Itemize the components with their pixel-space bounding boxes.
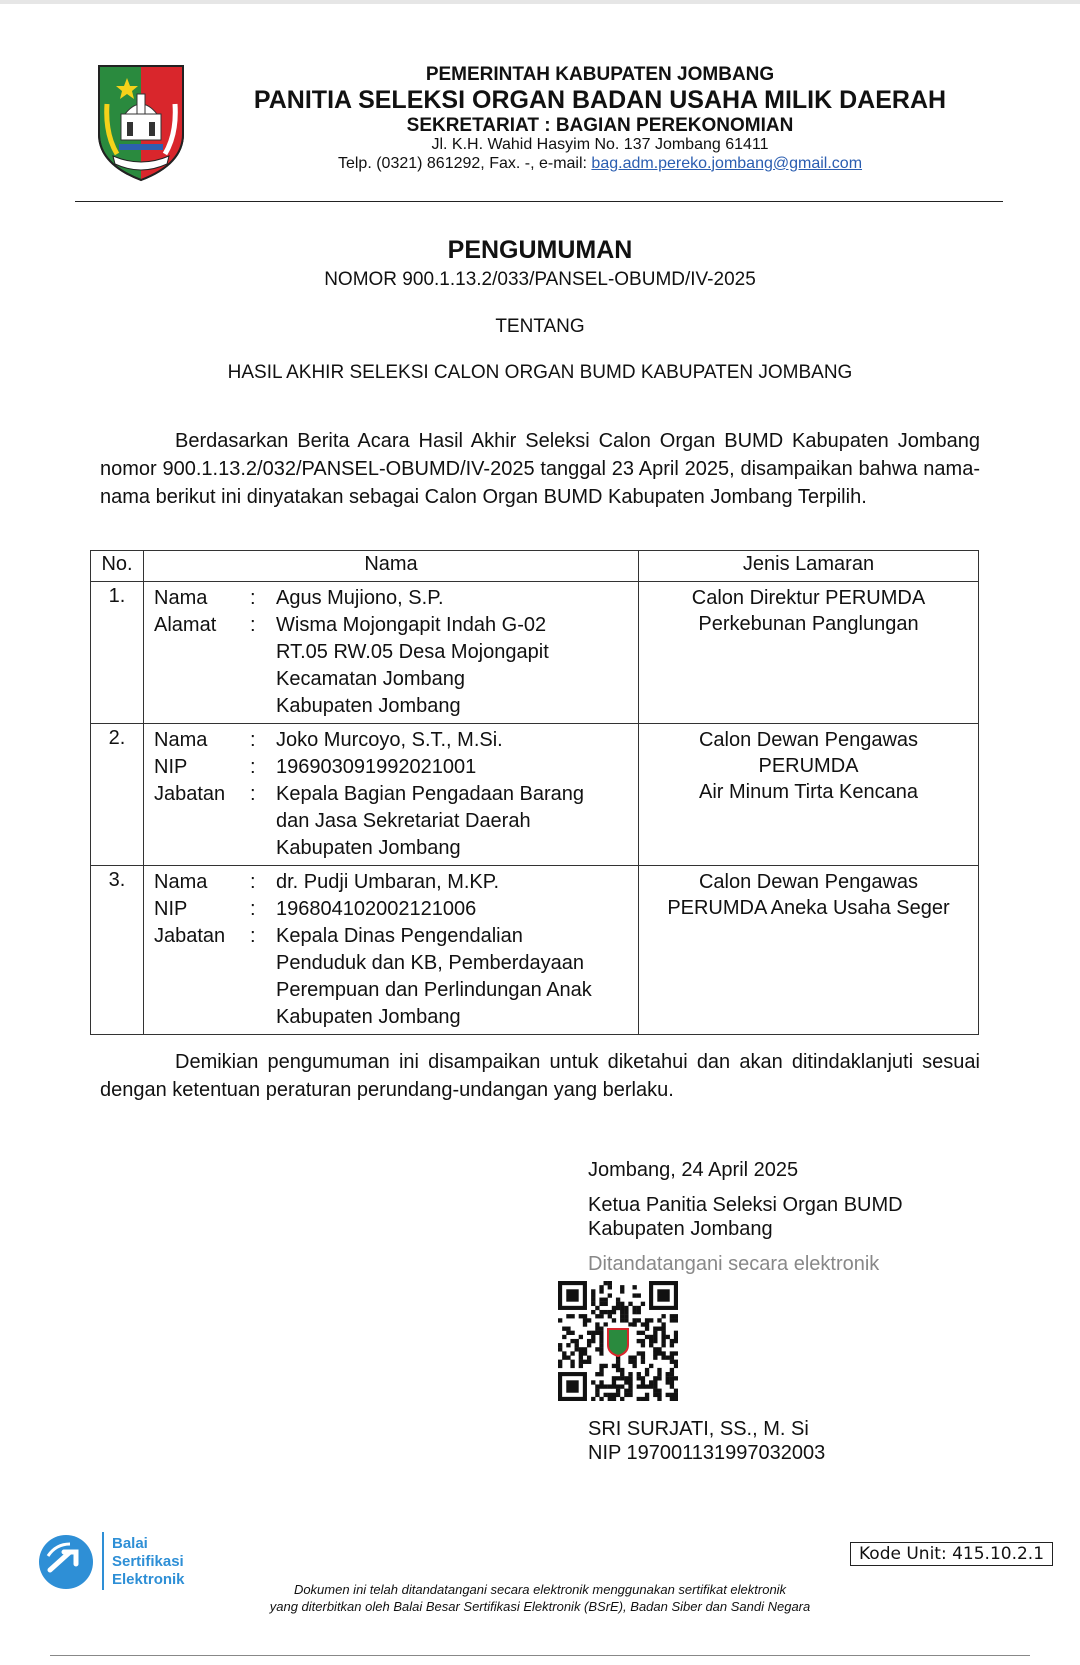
- detail-separator: :: [250, 587, 256, 609]
- detail-separator: [250, 835, 276, 862]
- detail-separator: :: [250, 783, 256, 805]
- document-title: PENGUMUMAN: [447, 236, 633, 264]
- detail-separator: :: [250, 729, 256, 751]
- row-number: 3.: [91, 866, 144, 1035]
- table-row: [91, 866, 979, 1035]
- detail-value: 196804102002121006: [276, 898, 477, 920]
- table-body: [91, 582, 979, 1035]
- footer-note-line2: yang diterbitkan oleh Balai Besar Sertifikasi Elektronik (BSrE), Badan Siber dan Sandi Negara: [269, 1599, 811, 1614]
- row-details: [144, 582, 639, 724]
- row-number: 1.: [91, 582, 144, 724]
- jombang-regency-emblem-icon: [97, 64, 185, 182]
- letterhead-address: Jl. K.H. Wahid Hasyim No. 137 Jombang 61411: [431, 136, 769, 154]
- detail-value: dan Jasa Sekretariat Daerah: [276, 810, 531, 832]
- detail-separator: [250, 977, 276, 1004]
- bsre-line1: Balai: [112, 1535, 148, 1552]
- closing-paragraph: Demikian pengumuman ini disampaikan untuk diketahui dan akan ditindaklanjuti sesuai dengan ketentuan peraturan perundang-undangan yang berlaku.: [100, 1051, 980, 1101]
- row-details: [144, 724, 639, 866]
- letterhead: [200, 64, 1000, 173]
- detail-separator: [250, 666, 276, 693]
- signature-qr-code-icon: [558, 1281, 678, 1401]
- detail-line: [154, 977, 634, 1004]
- application-type-line: PERUMDA Aneka Usaha Seger: [667, 897, 950, 919]
- detail-label: Jabatan: [154, 783, 226, 805]
- esign-note: Ditandatangani secara elektronik: [588, 1253, 880, 1275]
- detail-line: [154, 639, 634, 666]
- detail-label: [154, 808, 250, 835]
- detail-label: [154, 666, 250, 693]
- detail-line: [154, 585, 634, 612]
- detail-line: [154, 896, 634, 923]
- detail-label: NIP: [154, 756, 188, 778]
- detail-line: [154, 666, 634, 693]
- signature-place-date: Jombang, 24 April 2025: [588, 1159, 799, 1181]
- detail-value: Kabupaten Jombang: [276, 695, 461, 717]
- detail-separator: :: [250, 756, 256, 778]
- application-type-line: Calon Dewan Pengawas: [698, 871, 919, 893]
- detail-line: [154, 612, 634, 639]
- detail-label: [154, 1004, 250, 1031]
- row-application-type: [639, 866, 979, 1035]
- kode-unit-box: Kode Unit: 415.10.2.1: [850, 1542, 1053, 1566]
- signature-position-line2: Kabupaten Jombang: [588, 1218, 773, 1240]
- application-type-line: Perkebunan Panglungan: [698, 613, 919, 635]
- detail-label: Alamat: [154, 614, 217, 636]
- detail-label: Jabatan: [154, 925, 226, 947]
- row-application-type: [639, 724, 979, 866]
- candidates-table: [90, 550, 979, 1035]
- detail-label: Nama: [154, 729, 208, 751]
- detail-line: [154, 808, 634, 835]
- details-list: [154, 869, 634, 1031]
- detail-separator: [250, 950, 276, 977]
- details-list: [154, 727, 634, 862]
- signer-block: [588, 1417, 825, 1465]
- detail-value: Wisma Mojongapit Indah G-02: [276, 614, 547, 636]
- detail-line: [154, 727, 634, 754]
- letterhead-committee: PANITIA SELEKSI ORGAN BADAN USAHA MILIK DAERAH: [253, 85, 947, 114]
- row-number: 2.: [91, 724, 144, 866]
- document-subject: HASIL AKHIR SELEKSI CALON ORGAN BUMD KABUPATEN JOMBANG: [227, 362, 853, 383]
- detail-label: Nama: [154, 587, 208, 609]
- detail-separator: :: [250, 614, 256, 636]
- application-type-line: Calon Dewan Pengawas: [698, 729, 919, 751]
- detail-separator: [250, 639, 276, 666]
- detail-line: [154, 835, 634, 862]
- detail-line: [154, 693, 634, 720]
- signature-position: [588, 1193, 903, 1241]
- bsre-line3: Elektronik: [112, 1571, 185, 1588]
- application-type-line: Air Minum Tirta Kencana: [699, 781, 918, 803]
- detail-value: dr. Pudji Umbaran, M.KP.: [276, 871, 500, 893]
- detail-value: RT.05 RW.05 Desa Mojongapit: [276, 641, 549, 663]
- detail-label: [154, 693, 250, 720]
- detail-line: [154, 754, 634, 781]
- contact-phone-fax: Telp. (0321) 861292, Fax. -, e-mail:: [337, 154, 592, 172]
- signer-name: SRI SURJATI, SS., M. Si: [588, 1418, 809, 1440]
- row-details: [144, 866, 639, 1035]
- letterhead-contact: [200, 155, 1000, 173]
- table-row: [91, 582, 979, 724]
- detail-separator: :: [250, 925, 256, 947]
- detail-separator: :: [250, 871, 256, 893]
- detail-value: Perempuan dan Perlindungan Anak: [276, 979, 592, 1001]
- detail-value: Kabupaten Jombang: [276, 1006, 461, 1028]
- signature-position-line1: Ketua Panitia Seleksi Organ BUMD: [588, 1194, 903, 1216]
- application-type-line: Calon Direktur PERUMDA: [691, 587, 926, 609]
- page-bottom-rule: [50, 1655, 1030, 1656]
- signer-nip: NIP 197001131997032003: [588, 1442, 826, 1464]
- detail-separator: :: [250, 898, 256, 920]
- document-about: TENTANG: [495, 316, 585, 337]
- letterhead-divider: [75, 201, 1003, 202]
- footer-note-line1: Dokumen ini telah ditandatangani secara elektronik menggunakan sertifikat elektronik: [293, 1582, 787, 1597]
- detail-value: Agus Mujiono, S.P.: [276, 587, 444, 609]
- detail-label: [154, 835, 250, 862]
- detail-label: [154, 977, 250, 1004]
- detail-line: [154, 950, 634, 977]
- detail-label: Nama: [154, 871, 208, 893]
- footer-note: [0, 1581, 1080, 1615]
- detail-label: NIP: [154, 898, 188, 920]
- detail-line: [154, 869, 634, 896]
- bsre-line2: Sertifikasi: [112, 1553, 184, 1570]
- header-nama: Nama: [144, 551, 639, 582]
- detail-separator: [250, 1004, 276, 1031]
- intro-paragraph: Berdasarkan Berita Acara Hasil Akhir Seleksi Calon Organ BUMD Kabupaten Jombang nomor 900.1.13.2/032/PANSEL-OBUMD/IV-2025 tanggal 23 April 2025, disampaikan bahwa nama-nama berikut ini dinyatakan sebagai Calon Organ BUMD Kabupaten Jombang Terpilih.: [100, 430, 980, 508]
- table-header-row: [91, 551, 979, 582]
- detail-line: [154, 781, 634, 808]
- detail-line: [154, 1004, 634, 1031]
- letterhead-secretariat: SEKRETARIAT : BAGIAN PEREKONOMIAN: [406, 114, 794, 136]
- detail-label: [154, 639, 250, 666]
- details-list: [154, 585, 634, 720]
- detail-value: Kabupaten Jombang: [276, 837, 461, 859]
- detail-label: [154, 950, 250, 977]
- detail-value: Penduduk dan KB, Pemberdayaan: [276, 952, 584, 974]
- row-application-type: [639, 582, 979, 724]
- detail-separator: [250, 808, 276, 835]
- header-no: No.: [91, 551, 144, 582]
- detail-separator: [250, 693, 276, 720]
- detail-line: [154, 923, 634, 950]
- page-top-edge: [0, 0, 1080, 4]
- detail-value: Kepala Dinas Pengendalian: [276, 925, 523, 947]
- detail-value: Joko Murcoyo, S.T., M.Si.: [276, 729, 503, 751]
- header-jenis: Jenis Lamaran: [639, 551, 979, 582]
- letterhead-government: PEMERINTAH KABUPATEN JOMBANG: [425, 64, 775, 85]
- document-number: NOMOR 900.1.13.2/033/PANSEL-OBUMD/IV-2025: [324, 269, 756, 290]
- email-link[interactable]: bag.adm.pereko.jombang@gmail.com: [591, 154, 863, 172]
- application-type-line: PERUMDA: [758, 755, 859, 777]
- detail-value: 196903091992021001: [276, 756, 477, 778]
- detail-value: Kecamatan Jombang: [276, 668, 466, 690]
- table-row: [91, 724, 979, 866]
- detail-value: Kepala Bagian Pengadaan Barang: [276, 783, 585, 805]
